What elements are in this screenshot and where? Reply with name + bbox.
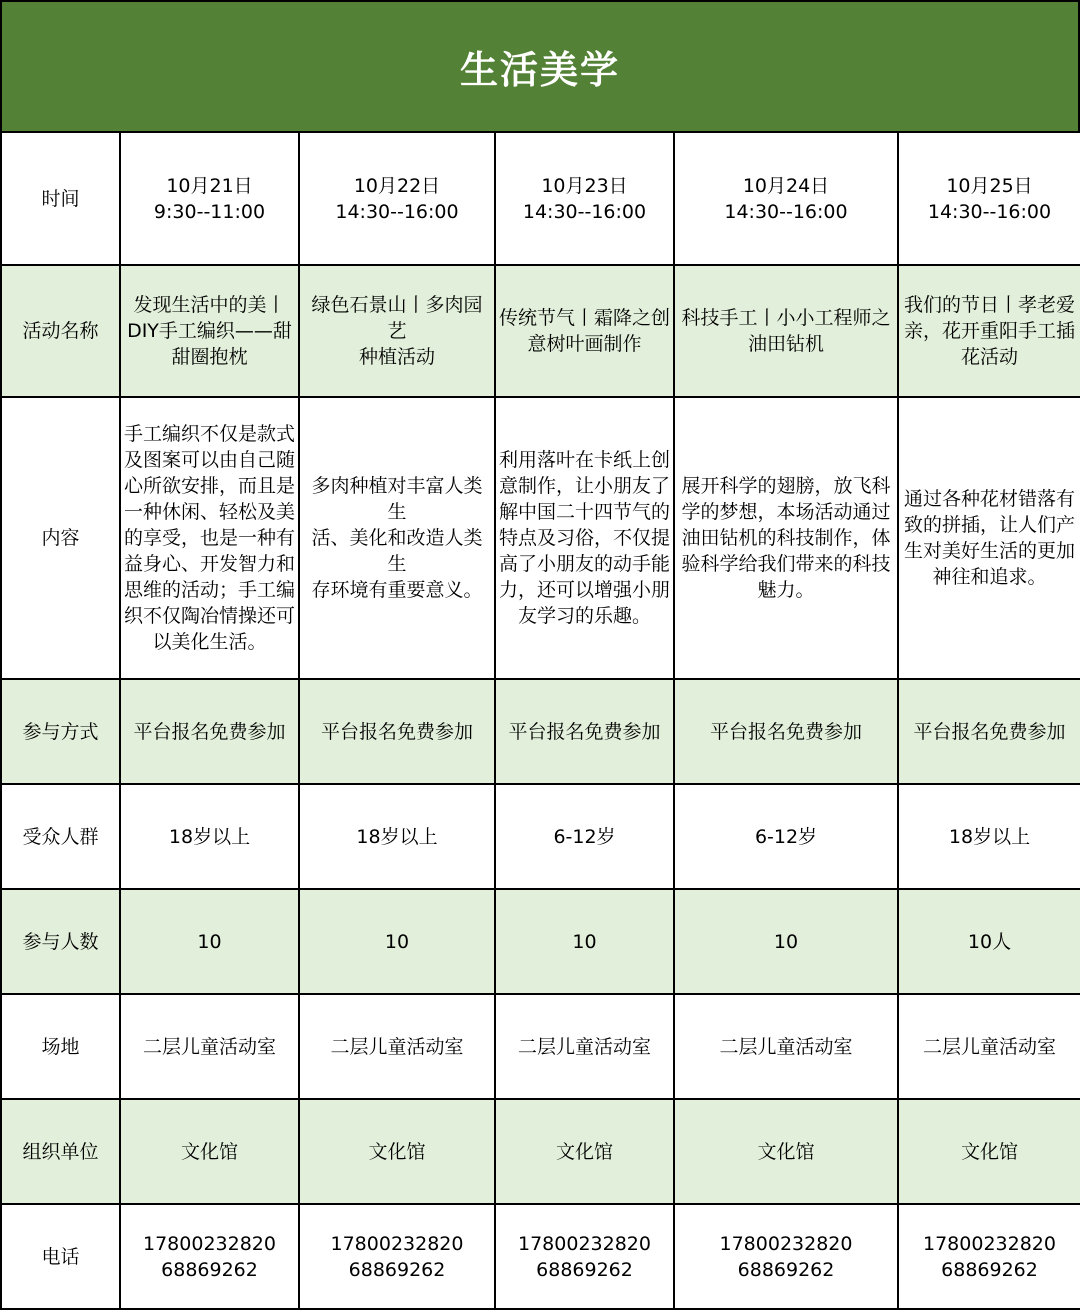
mobile-number: 17800232820 xyxy=(330,1232,464,1255)
text-line: 一种休闲、轻松及美 xyxy=(124,501,296,523)
organizer-cell: 文化馆 xyxy=(898,1099,1080,1204)
organizer-cell: 文化馆 xyxy=(299,1099,495,1204)
text-line: 学的梦想，本场活动通过 xyxy=(681,501,891,523)
phone-cell xyxy=(674,1204,898,1309)
text-line: 心所欲安排，而且是 xyxy=(124,475,296,497)
participation-cell: 平台报名免费参加 xyxy=(299,679,495,784)
text-line: 发现生活中的美丨 xyxy=(133,294,286,316)
hours-text: 14:30--16:00 xyxy=(522,200,647,223)
text-line: 生对美好生活的更加 xyxy=(903,540,1075,562)
venue-cell: 二层儿童活动室 xyxy=(898,994,1080,1099)
audience-cell: 18岁以上 xyxy=(299,784,495,889)
date-text: 10月23日 xyxy=(541,174,628,197)
text-line: 益身心、开发智力和 xyxy=(124,553,296,575)
text-line: 力，还可以增强小朋 xyxy=(499,579,671,601)
time-cell xyxy=(299,132,495,265)
phone-cell xyxy=(898,1204,1080,1309)
text-line: 活、美化和改造人类生 xyxy=(311,527,483,575)
text-line: 通过各种花材错落有 xyxy=(903,488,1075,510)
headcount-cell: 10 xyxy=(120,889,299,994)
participation-cell: 平台报名免费参加 xyxy=(495,679,674,784)
text-line: 科技手工丨小小工程师之 xyxy=(681,307,891,329)
row-activity-name xyxy=(1,265,1080,397)
text-line: 意树叶画制作 xyxy=(527,333,642,355)
phone-cell xyxy=(120,1204,299,1309)
text-line: 存环境有重要意义。 xyxy=(311,579,483,601)
landline-number: 68869262 xyxy=(161,1258,258,1281)
text-line: 绿色石景山丨多肉园艺 xyxy=(311,294,483,342)
text-line: 魅力。 xyxy=(757,579,815,601)
organizer-cell: 文化馆 xyxy=(674,1099,898,1204)
text-line: 展开科学的翅膀，放飞科 xyxy=(681,475,891,497)
text-line: 油田钻机 xyxy=(747,333,824,355)
text-line: 花活动 xyxy=(960,346,1018,368)
row-label-audience: 受众人群 xyxy=(1,784,120,889)
row-time xyxy=(1,132,1080,265)
audience-cell: 6-12岁 xyxy=(674,784,898,889)
venue-cell: 二层儿童活动室 xyxy=(120,994,299,1099)
text-line: 解中国二十四节气的 xyxy=(499,501,671,523)
text-line: 我们的节日丨孝老爱 xyxy=(903,294,1075,316)
time-cell xyxy=(120,132,299,265)
date-text: 10月21日 xyxy=(166,174,253,197)
content-cell xyxy=(299,397,495,679)
activity-name-cell xyxy=(898,265,1080,397)
text-line: 多肉种植对丰富人类生 xyxy=(311,475,483,523)
activity-schedule-table xyxy=(0,131,1080,1310)
text-line: 传统节气丨霜降之创 xyxy=(499,307,671,329)
text-line: 意制作，让小朋友了 xyxy=(499,475,671,497)
content-cell xyxy=(898,397,1080,679)
row-phone xyxy=(1,1204,1080,1309)
row-label-content: 内容 xyxy=(1,397,120,679)
content-cell xyxy=(495,397,674,679)
row-label-phone: 电话 xyxy=(1,1204,120,1309)
headcount-cell: 10人 xyxy=(898,889,1080,994)
audience-cell: 18岁以上 xyxy=(120,784,299,889)
time-cell xyxy=(674,132,898,265)
row-label-participation: 参与方式 xyxy=(1,679,120,784)
row-label-time: 时间 xyxy=(1,132,120,265)
audience-cell: 18岁以上 xyxy=(898,784,1080,889)
text-line: 亲，花开重阳手工插 xyxy=(903,320,1075,342)
text-line: 致的拼插，让人们产 xyxy=(903,514,1075,536)
title-banner xyxy=(0,0,1080,133)
time-cell xyxy=(495,132,674,265)
text-line: 的享受，也是一种有 xyxy=(124,527,296,549)
text-line: 利用落叶在卡纸上创 xyxy=(499,449,671,471)
activity-name-cell xyxy=(495,265,674,397)
row-label-organizer: 组织单位 xyxy=(1,1099,120,1204)
row-label-headcount: 参与人数 xyxy=(1,889,120,994)
date-text: 10月22日 xyxy=(353,174,441,197)
row-organizer xyxy=(1,1099,1080,1204)
text-line: 高了小朋友的动手能 xyxy=(499,553,671,575)
text-line: 手工编织不仅是款式 xyxy=(124,423,296,445)
audience-cell: 6-12岁 xyxy=(495,784,674,889)
text-line: 种植活动 xyxy=(358,346,435,368)
row-label-venue: 场地 xyxy=(1,994,120,1099)
content-cell xyxy=(120,397,299,679)
mobile-number: 17800232820 xyxy=(719,1232,853,1255)
text-line: 油田钻机的科技制作，体 xyxy=(681,527,891,549)
phone-cell xyxy=(299,1204,495,1309)
venue-cell: 二层儿童活动室 xyxy=(299,994,495,1099)
row-participation xyxy=(1,679,1080,784)
text-line: 特点及习俗，不仅提 xyxy=(499,527,671,549)
hours-text: 14:30--16:00 xyxy=(927,200,1052,223)
text-line: 及图案可以由自己随 xyxy=(124,449,296,471)
mobile-number: 17800232820 xyxy=(923,1232,1056,1255)
phone-cell xyxy=(495,1204,674,1309)
text-line: 甜圈抱枕 xyxy=(171,346,248,368)
headcount-cell: 10 xyxy=(674,889,898,994)
participation-cell: 平台报名免费参加 xyxy=(898,679,1080,784)
hours-text: 14:30--16:00 xyxy=(724,200,848,223)
organizer-cell: 文化馆 xyxy=(120,1099,299,1204)
text-line: 验科学给我们带来的科技 xyxy=(681,553,891,575)
landline-number: 68869262 xyxy=(737,1258,835,1281)
headcount-cell: 10 xyxy=(495,889,674,994)
date-text: 10月24日 xyxy=(742,174,830,197)
text-line: DIY手工编织——甜 xyxy=(127,320,292,342)
headcount-cell: 10 xyxy=(299,889,495,994)
activity-name-cell xyxy=(299,265,495,397)
text-line: 织不仅陶冶情操还可 xyxy=(124,605,296,627)
participation-cell: 平台报名免费参加 xyxy=(674,679,898,784)
text-line: 思维的活动；手工编 xyxy=(124,579,296,601)
text-line: 神往和追求。 xyxy=(932,566,1047,588)
activity-name-cell xyxy=(120,265,299,397)
row-audience xyxy=(1,784,1080,889)
landline-number: 68869262 xyxy=(348,1258,446,1281)
content-cell xyxy=(674,397,898,679)
organizer-cell: 文化馆 xyxy=(495,1099,674,1204)
landline-number: 68869262 xyxy=(941,1258,1038,1281)
time-cell xyxy=(898,132,1080,265)
row-venue xyxy=(1,994,1080,1099)
mobile-number: 17800232820 xyxy=(518,1232,651,1255)
text-line: 以美化生活。 xyxy=(152,631,267,653)
venue-cell: 二层儿童活动室 xyxy=(495,994,674,1099)
text-line: 友学习的乐趣。 xyxy=(517,605,651,627)
row-headcount xyxy=(1,889,1080,994)
activity-name-cell xyxy=(674,265,898,397)
date-text: 10月25日 xyxy=(946,174,1033,197)
page-title: 生活美学 xyxy=(459,48,620,92)
participation-cell: 平台报名免费参加 xyxy=(120,679,299,784)
landline-number: 68869262 xyxy=(536,1258,633,1281)
row-content xyxy=(1,397,1080,679)
row-label-activity-name: 活动名称 xyxy=(1,265,120,397)
hours-text: 9:30--11:00 xyxy=(153,200,266,223)
hours-text: 14:30--16:00 xyxy=(335,200,459,223)
venue-cell: 二层儿童活动室 xyxy=(674,994,898,1099)
mobile-number: 17800232820 xyxy=(143,1232,276,1255)
